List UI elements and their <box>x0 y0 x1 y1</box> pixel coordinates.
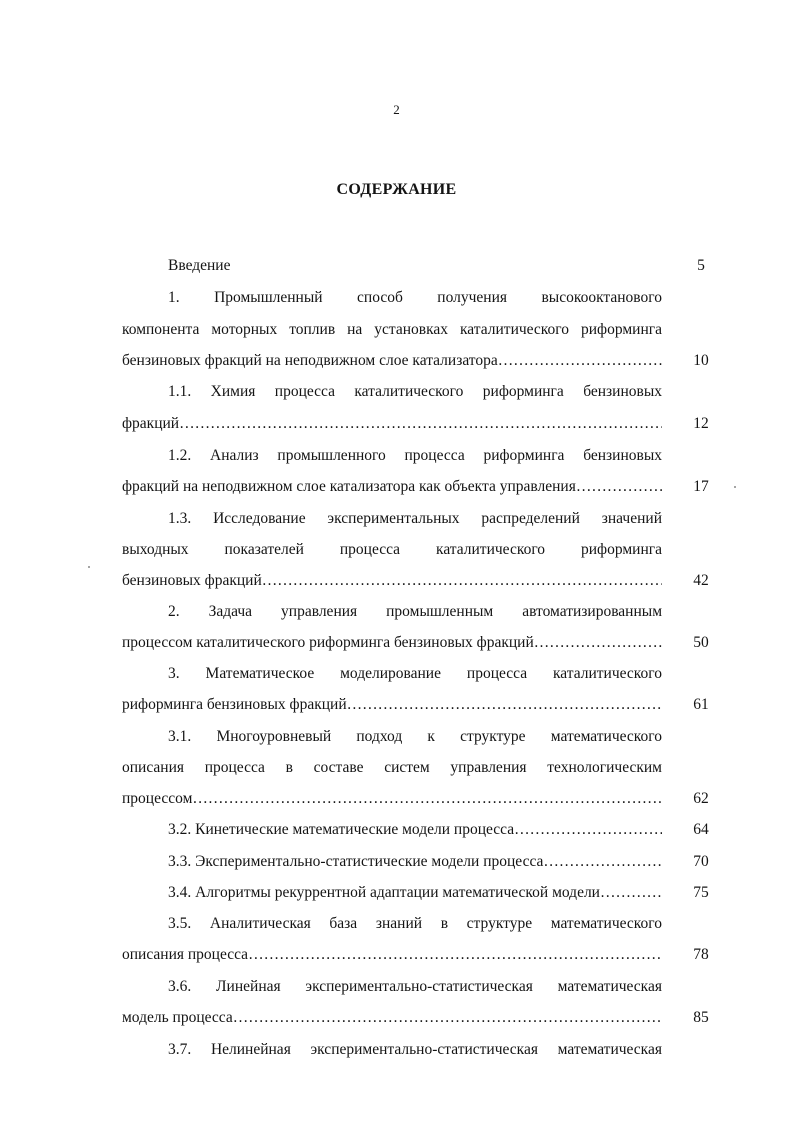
toc-entry-3-1: описания процесса в составе систем управления технологическим <box>122 759 662 776</box>
toc-page-number: 50 <box>693 634 709 651</box>
toc-entry-intro: Введение <box>168 257 231 274</box>
toc-entry-1-3: бензиновых фракций ………………………………………………………………………………………………………………………………… <box>122 571 662 591</box>
page-number: 2 <box>393 102 400 117</box>
toc-entry-1-2: фракций на неподвижном слое катализатора как объекта управления ………………………………………………………………………………………………………………………………… <box>122 477 662 497</box>
toc-entry-3-2: 3.2. Кинетические математические модели процесса ………………………………………………………………………………………………………………………………… <box>168 820 662 840</box>
toc-entry-3-1: 3.1. Многоуровневый подход к структуре математического <box>168 728 662 745</box>
toc-page-number: 62 <box>693 790 709 807</box>
toc-entry-1: бензиновых фракций на неподвижном слое катализатора ………………………………………………………………………………………………………………………………… <box>122 351 662 371</box>
toc-entry-1-1: 1.1. Химия процесса каталитического риформинга бензиновых <box>168 383 662 400</box>
toc-page-number: 10 <box>693 352 709 369</box>
toc-entry-2: 2. Задача управления промышленным автоматизированным <box>168 603 662 620</box>
toc-page-number: 78 <box>693 946 709 963</box>
toc-entry-1: 1. Промышленный способ получения высокооктанового <box>168 289 662 306</box>
toc-entry-3-7: 3.7. Нелинейная экспериментально-статистическая математическая <box>168 1041 662 1058</box>
toc-entry-3-4: 3.4. Алгоритмы рекуррентной адаптации математической модели ………………………………………………………………………………………………………………………………… <box>168 883 662 903</box>
toc-entry-3-5: описания процесса ………………………………………………………………………………………………………………………………… <box>122 945 662 965</box>
toc-page-number: 70 <box>693 853 709 870</box>
toc-entry-1: компонента моторных топлив на установках каталитического риформинга <box>122 321 662 338</box>
toc-entry-3-1: процессом ………………………………………………………………………………………………………………………………… <box>122 789 662 809</box>
toc-entry-3-5: 3.5. Аналитическая база знаний в структуре математического <box>168 915 662 932</box>
toc-entry-1-2: 1.2. Анализ промышленного процесса риформинга бензиновых <box>168 447 662 464</box>
toc-entry-1-1: фракций ………………………………………………………………………………………………………………………………… <box>122 414 662 434</box>
toc-page-number: 75 <box>693 884 709 901</box>
toc-entry-3-6: модель процесса ………………………………………………………………………………………………………………………………… <box>122 1008 662 1028</box>
toc-entry-2: процессом каталитического риформинга бензиновых фракций ………………………………………………………………………………………………………………………………… <box>122 633 662 653</box>
toc-page-number: 12 <box>693 415 709 432</box>
scan-speck <box>734 486 736 488</box>
toc-page-number: 5 <box>697 257 705 274</box>
toc-entry-3: 3. Математическое моделирование процесса каталитического <box>168 665 662 682</box>
scan-speck <box>88 566 90 568</box>
toc-entry-3-3: 3.3. Экспериментально-статистические модели процесса ………………………………………………………………………………………………………………………………… <box>168 852 662 872</box>
toc-page-number: 17 <box>693 478 709 495</box>
toc-page-number: 42 <box>693 572 709 589</box>
page-title: СОДЕРЖАНИЕ <box>336 181 457 198</box>
toc-page-number: 61 <box>693 696 709 713</box>
toc-page-number: 64 <box>693 821 709 838</box>
toc-entry-1-3: 1.3. Исследование экспериментальных распределений значений <box>168 510 662 527</box>
toc-entry-3: риформинга бензиновых фракций ………………………………………………………………………………………………………………………………… <box>122 695 662 715</box>
toc-page-number: 85 <box>693 1009 709 1026</box>
toc-entry-3-6: 3.6. Линейная экспериментально-статистическая математическая <box>168 978 662 995</box>
toc-entry-1-3: выходных показателей процесса каталитического риформинга <box>122 541 662 558</box>
